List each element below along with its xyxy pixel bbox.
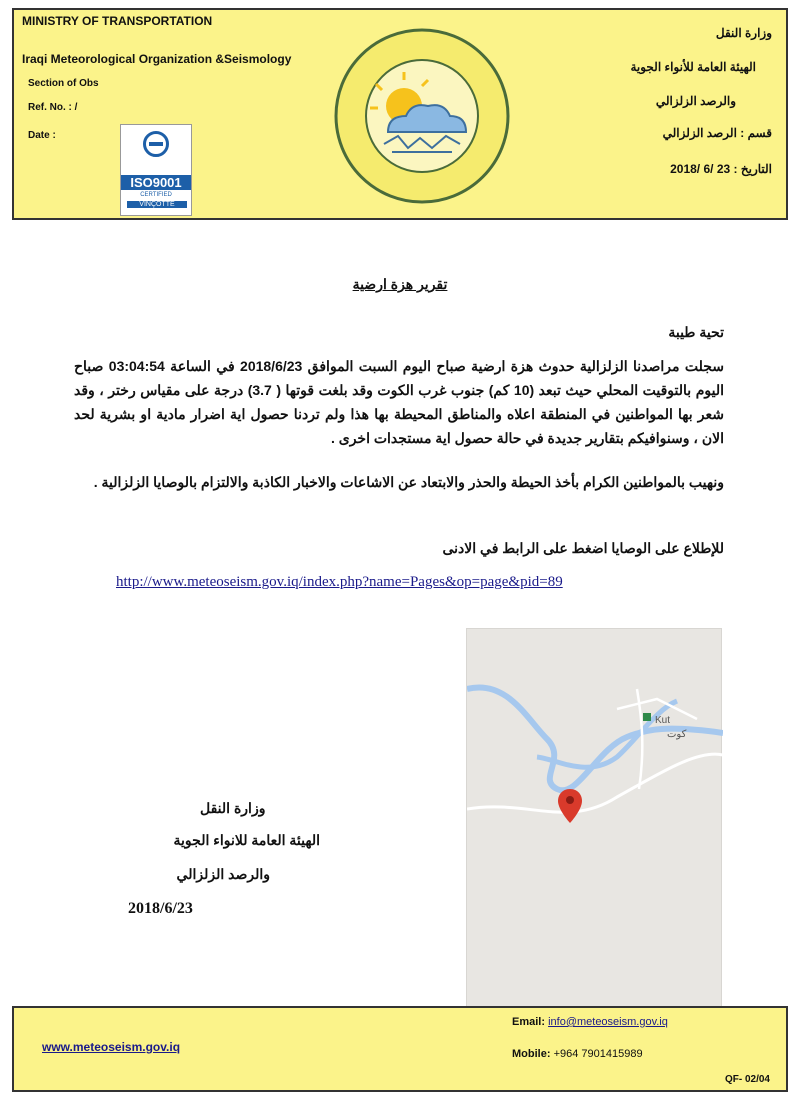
- signature-organization: الهيئة العامة للانواء الجوية: [173, 832, 320, 848]
- city-label-en: Kut: [655, 715, 671, 726]
- advice-link[interactable]: http://www.meteoseism.gov.iq/index.php?name=Pages&op=page&pid=89: [116, 574, 563, 590]
- earthquake-map[interactable]: [466, 628, 722, 1014]
- section-en: Section of Obs: [28, 78, 99, 89]
- email-row: [512, 1016, 668, 1028]
- iso-brand: VINÇOTTE: [127, 201, 187, 208]
- signature-ministry: وزارة النقل: [200, 800, 266, 816]
- report-title: تقرير هزة ارضية: [352, 276, 448, 292]
- ministry-ar: وزارة النقل: [715, 26, 772, 40]
- iso-certified: CERTIFIED: [140, 192, 172, 198]
- email-label: Email:: [512, 1016, 549, 1028]
- letterhead: [12, 8, 788, 220]
- reference-number: Ref. No. : /: [28, 102, 78, 113]
- organization-en: Iraqi Meteorological Organization &Seismology: [22, 52, 292, 66]
- mobile-number: +964 7901415989: [553, 1048, 643, 1060]
- date-label-en: Date :: [28, 130, 56, 141]
- iso-title: ISO9001: [121, 175, 191, 190]
- city-label-ar: كوت: [667, 729, 687, 740]
- website-link[interactable]: www.meteoseism.gov.iq: [42, 1040, 181, 1054]
- footer: [12, 1006, 788, 1092]
- mobile-label: Mobile:: [512, 1048, 554, 1060]
- certification-icon: [143, 131, 169, 157]
- organization-ar: الهيئة العامة للأنواء الجوية: [630, 60, 756, 74]
- signature-date: 2018/6/23: [128, 900, 193, 917]
- map-graphic: [467, 629, 723, 1015]
- report-paragraph-3: للإطلاع على الوصايا اضغط على الرابط في الادنى: [442, 540, 724, 556]
- seismology-ar: والرصد الزلزالي: [655, 94, 736, 108]
- report-paragraph-1: سجلت مراصدنا الزلزالية حدوث هزة ارضية صباح اليوم السبت الموافق 2018/6/23 في الساعة 03:04:54 صباح اليوم بالتوقيت المحلي حيث تبعد (10 كم) جنوب غرب الكوت وقد بلغت قوتها ( 3.7) درجة على مقياس رختر ، وقد شعر بها المواطنين في المنطقة اعلاه والمناطق المحيطة بها هذا ولم تردنا حصول اية اضرار مادية او بشرية لحد الان ، وسنوافيكم بتقارير جديدة في حالة حصول اية مستجدات اخرى .: [74, 358, 724, 446]
- mobile-row: [512, 1048, 643, 1060]
- organization-seal-icon: [334, 28, 510, 204]
- date-ar: التاريخ : 23 /6 /2018: [670, 162, 772, 176]
- greeting: تحية طيبة: [668, 324, 724, 340]
- iso-certification-badge: [120, 124, 192, 216]
- report-paragraph-2: ونهيب بالمواطنين الكرام بأخذ الحيطة والحذر والابتعاد عن الاشاعات والاخبار الكاذبة والالتزام بالوصايا الزلزالية .: [93, 474, 724, 490]
- signature-seismology: والرصد الزلزالي: [176, 866, 270, 882]
- location-pin-icon[interactable]: [558, 789, 582, 823]
- email-link[interactable]: info@meteoseism.gov.iq: [548, 1016, 668, 1028]
- section-ar: قسم : الرصد الزلزالي: [662, 126, 772, 140]
- ministry-en: MINISTRY OF TRANSPORTATION: [22, 14, 213, 28]
- form-code: QF- 02/04: [724, 1074, 770, 1085]
- city-marker-icon: [643, 713, 651, 721]
